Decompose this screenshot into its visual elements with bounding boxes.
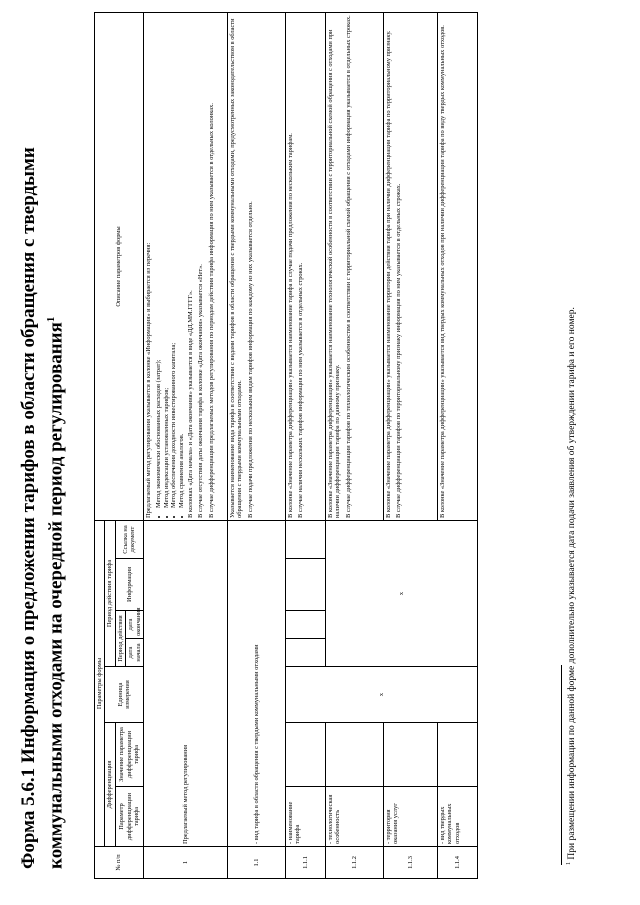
table-row [286,13,326,879]
form-table [94,12,478,879]
header-validity: Период действия тарифа [105,521,115,667]
row-name: - технологическая особенность [326,787,384,847]
header-num: № п/п [95,847,144,879]
row-num: 1 [144,847,228,879]
header-diff-value: Значение параметра дифференциации тарифа [115,723,143,787]
cell-validity-mark: x [326,521,478,667]
row-name: - территория оказания услуг [384,787,438,847]
footnote-text: При размещении информации по данной форме дополнительно указывается дата подачи заявления об утверждении тарифа и его номер. [567,307,578,860]
header-params: Параметры формы [95,521,105,847]
row-description: Предлагаемый метод регулирования указывается в колонке «Информация» и выбирается из перечня: • Метод экономически обоснованных расходов (затрат); • Метод индексации установленных тарифов; • Метод обеспечения доходности инвестированного капитала; • Метод сравнения аналогов. В колонках «Дата начала» и «Дата окончания» указывается в виде «ДД.ММ.ГГГГ». В случае отсутствия даты окончания тарифа в колонке «Дата окончания» указывается «Нет». В случае дифференциации предлагаемых методов регулирования по периодам действия тарифа информация по ним указывается в отдельных колонках. [144,13,228,521]
cell-value [438,723,478,787]
cell-end [286,611,326,639]
footnote [566,307,577,865]
cell-links [286,521,326,559]
header-info: Информация [115,559,143,611]
cell-info [286,559,326,611]
row-num: 1.1.3 [384,847,438,879]
row-name: - вид твердых коммунальных отходов [438,787,478,847]
cell-value [326,723,384,787]
list-item: • Метод экономически обоснованных расходов (затрат); [155,15,162,508]
header-diff: Дифференциация [105,723,115,847]
row-name: - наименование тарифа [286,787,326,847]
header-diff-param: Параметр дифференциации тарифа [115,787,143,847]
row-description: В колонке «Значение параметра дифференциации» указывается вид твердых коммунальных отходов при наличии дифференциации тарифа по виду твердых коммунальных отходов. [438,13,478,521]
table-row [384,13,438,879]
table-row [228,13,286,879]
header-desc: Описание параметров формы [95,13,144,521]
cell-value [286,723,326,787]
row-name: Предлагаемый метод регулирования [144,521,228,847]
header-unit: Единица измерения [105,667,144,723]
method-list [155,15,185,508]
row-num: 1.1 [228,847,286,879]
footnote-divider [561,665,562,865]
table-row [438,13,478,879]
list-item: • Метод сравнения аналогов. [178,15,185,508]
list-item: • Метод индексации установленных тарифов; [163,15,170,508]
cell-value [384,723,438,787]
cell-start [286,639,326,667]
list-item: • Метод обеспечения доходности инвестированного капитала; [170,15,177,508]
header-period: Период действия [115,611,125,667]
header-links: Ссылка на документ [115,521,143,559]
row-num: 1.1.2 [326,847,384,879]
row-num: 1.1.4 [438,847,478,879]
form-title: Форма 5.6.1 Информация о предложении тарифов в области обращения с твердыми коммунальными отходами на очередной период регулирования$^1$ [18,147,67,869]
row-description: В колонке «Значение параметра дифференциации» указывается наименование технологической особенности в соответствии с территориальной схемой обращения с отходами при наличии дифференциации тарифа по данному признаку. В случае дифференциации тарифов по технологическим особенностям в соответствии с территориальной схемой обращения с отходами информация указывается в отдельных строках. [326,13,384,521]
row-name: - вид тарифа в области обращения с твердыми коммунальными отходами [228,521,286,847]
table-row [144,13,228,879]
row-num: 1.1.1 [286,847,326,879]
footnote-mark: 1 [566,862,572,865]
title-footnote-mark: 1 [45,316,57,323]
cell-unit-mark: x [286,667,478,723]
row-description: В колонке «Значение параметра дифференциации» указывается наименование тарифа в случае подачи предложения по нескольким тарифам. В случае наличия нескольких тарифов информация по ним указывается в отдельных строках. [286,13,326,521]
table-row [326,13,384,879]
header-start: дата начала [126,639,144,667]
row-description: Указывается наименование вида тарифа в соответствии с видами тарифов в области обращения с твердыми коммунальными отходами, предусмотренных законодательством в области обращения с твердыми коммунальными отходами. В случае подачи предложения по нескольким видам тарифов информация по каждому из них указывается отдельно. [228,13,286,521]
row-description: В колонке «Значение параметра дифференциации» указывается наименование территории действия тарифа при наличии дифференциации тарифа по территориальному признаку. В случае дифференциации тарифов по территориальному признаку информация по ним указывается в отдельных строках. [384,13,438,521]
header-end: дата окончания [126,611,144,639]
